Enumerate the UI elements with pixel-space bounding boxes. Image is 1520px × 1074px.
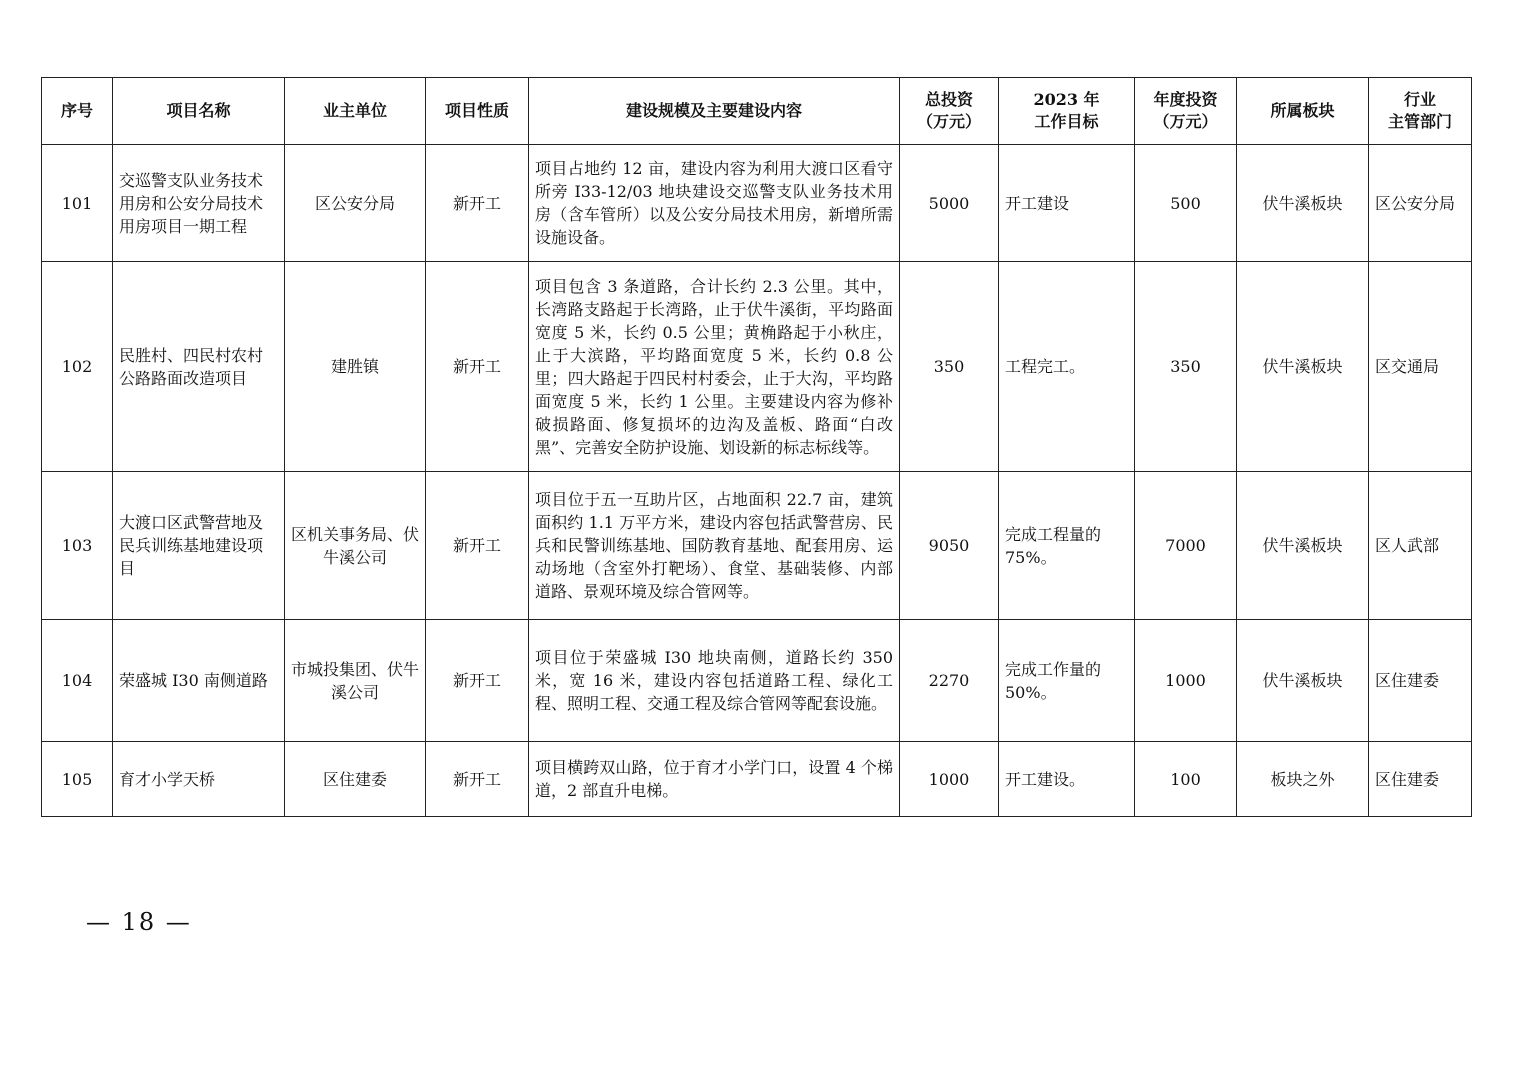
- cell-total: 1000: [900, 742, 999, 817]
- header-sector: 所属板块: [1237, 78, 1369, 145]
- cell-total: 9050: [900, 472, 999, 620]
- cell-name: 大渡口区武警营地及民兵训练基地建设项目: [113, 472, 285, 620]
- page-number: — 18 —: [86, 908, 192, 936]
- cell-dept: 区人武部: [1369, 472, 1472, 620]
- cell-sector: 板块之外: [1237, 742, 1369, 817]
- header-goal-line1: 2023 年: [1033, 90, 1100, 109]
- cell-goal: 完成工作量的 50%。: [999, 620, 1135, 742]
- cell-name: 育才小学天桥: [113, 742, 285, 817]
- header-goal: [999, 78, 1135, 145]
- header-seq: 序号: [42, 78, 113, 145]
- cell-goal: 开工建设: [999, 145, 1135, 262]
- cell-seq: 103: [42, 472, 113, 620]
- table-row: [42, 620, 1472, 742]
- header-total-line2: （万元）: [916, 112, 981, 131]
- cell-goal: 工程完工。: [999, 262, 1135, 472]
- cell-owner: 区公安分局: [285, 145, 426, 262]
- header-dept-line2: 主管部门: [1387, 112, 1452, 131]
- table-row: [42, 145, 1472, 262]
- cell-annual: 1000: [1135, 620, 1237, 742]
- cell-scope: 项目包含 3 条道路，合计长约 2.3 公里。其中，长湾路支路起于长湾路，止于伏牛溪街，平均路面宽度 5 米，长约 0.5 公里；黄桷路起于小秋庄，止于大滨路，平均路面宽度 5 米，长约 0.8 公里；四大路起于四民村村委会，止于大沟，平均路面宽度 5 米，长约 1 公里。主要建设内容为修补破损路面、修复损坏的边沟及盖板、路面“白改黑”、完善安全防护设施、划设新的标志标线等。: [529, 262, 900, 472]
- cell-nature: 新开工: [426, 145, 529, 262]
- cell-seq: 105: [42, 742, 113, 817]
- cell-scope: 项目横跨双山路，位于育才小学门口，设置 4 个梯道，2 部直升电梯。: [529, 742, 900, 817]
- cell-name: 民胜村、四民村农村公路路面改造项目: [113, 262, 285, 472]
- cell-scope: 项目位于五一互助片区，占地面积 22.7 亩，建筑面积约 1.1 万平方米，建设内容包括武警营房、民兵和民警训练基地、国防教育基地、配套用房、运动场地（含室外打靶场）、食堂、基础装修、内部道路、景观环境及综合管网等。: [529, 472, 900, 620]
- table-row: [42, 742, 1472, 817]
- cell-dept: 区交通局: [1369, 262, 1472, 472]
- cell-total: 2270: [900, 620, 999, 742]
- cell-name: 交巡警支队业务技术用房和公安分局技术用房项目一期工程: [113, 145, 285, 262]
- cell-name: 荣盛城 I30 南侧道路: [113, 620, 285, 742]
- cell-sector: 伏牛溪板块: [1237, 620, 1369, 742]
- header-annual-line1: 年度投资: [1153, 90, 1218, 109]
- cell-owner: 建胜镇: [285, 262, 426, 472]
- cell-sector: 伏牛溪板块: [1237, 145, 1369, 262]
- cell-nature: 新开工: [426, 620, 529, 742]
- header-owner: 业主单位: [285, 78, 426, 145]
- cell-goal: 开工建设。: [999, 742, 1135, 817]
- cell-annual: 100: [1135, 742, 1237, 817]
- cell-annual: 350: [1135, 262, 1237, 472]
- cell-owner: 市城投集团、伏牛溪公司: [285, 620, 426, 742]
- cell-dept: 区住建委: [1369, 742, 1472, 817]
- cell-seq: 104: [42, 620, 113, 742]
- header-goal-line2: 工作目标: [1034, 112, 1099, 131]
- cell-owner: 区住建委: [285, 742, 426, 817]
- cell-sector: 伏牛溪板块: [1237, 262, 1369, 472]
- cell-seq: 102: [42, 262, 113, 472]
- cell-nature: 新开工: [426, 742, 529, 817]
- cell-dept: 区住建委: [1369, 620, 1472, 742]
- cell-seq: 101: [42, 145, 113, 262]
- table-row: [42, 262, 1472, 472]
- header-annual-line2: （万元）: [1153, 112, 1218, 131]
- cell-dept: 区公安分局: [1369, 145, 1472, 262]
- header-total-investment: [900, 78, 999, 145]
- header-dept: [1369, 78, 1472, 145]
- header-name: 项目名称: [113, 78, 285, 145]
- header-scope: 建设规模及主要建设内容: [529, 78, 900, 145]
- header-dept-line1: 行业: [1403, 90, 1436, 109]
- cell-total: 5000: [900, 145, 999, 262]
- cell-nature: 新开工: [426, 262, 529, 472]
- table-header-row: [42, 78, 1472, 145]
- project-table: [41, 77, 1472, 817]
- cell-owner: 区机关事务局、伏牛溪公司: [285, 472, 426, 620]
- header-nature: 项目性质: [426, 78, 529, 145]
- cell-scope: 项目位于荣盛城 I30 地块南侧，道路长约 350 米，宽 16 米，建设内容包括道路工程、绿化工程、照明工程、交通工程及综合管网等配套设施。: [529, 620, 900, 742]
- table-row: [42, 472, 1472, 620]
- cell-annual: 500: [1135, 145, 1237, 262]
- cell-sector: 伏牛溪板块: [1237, 472, 1369, 620]
- header-total-line1: 总投资: [924, 90, 973, 109]
- cell-total: 350: [900, 262, 999, 472]
- cell-nature: 新开工: [426, 472, 529, 620]
- cell-scope: 项目占地约 12 亩，建设内容为利用大渡口区看守所旁 I33-12/03 地块建设交巡警支队业务技术用房（含车管所）以及公安分局技术用房，新增所需设施设备。: [529, 145, 900, 262]
- cell-annual: 7000: [1135, 472, 1237, 620]
- header-annual-investment: [1135, 78, 1237, 145]
- cell-goal: 完成工程量的 75%。: [999, 472, 1135, 620]
